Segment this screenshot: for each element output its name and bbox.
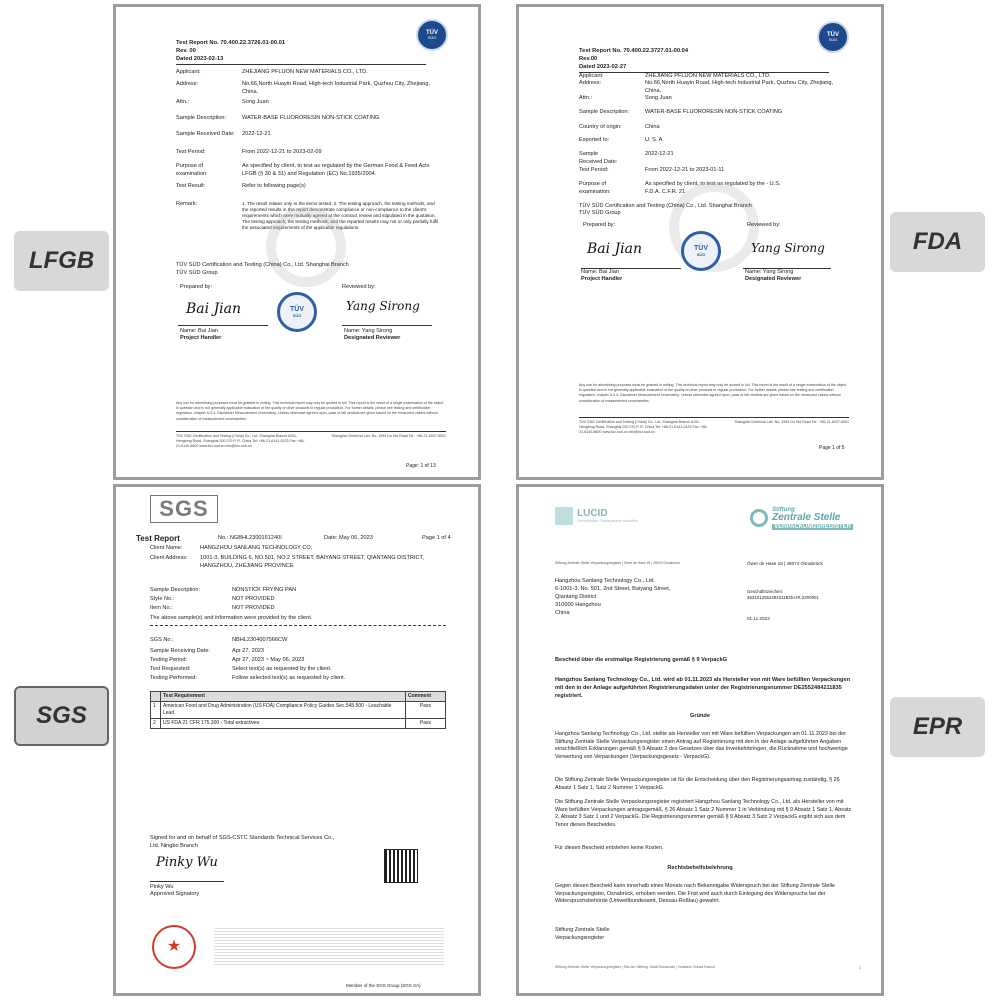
reviewed-by-label: Reviewed by: [747, 222, 781, 228]
report-title: Test Report No. 70.400.22.3727.01-00.04 [579, 48, 689, 54]
table-row: 1 American Food and Drug Administration (US FDA) Compliance Policy Guides Sec.545.500 - Leachable Lead Pass [151, 702, 446, 719]
remedy-text: Gegen diesen Bescheid kann innerhalb eines Monats nach Bekanntgabe Widerspruch bei der Stiftung Zentrale Stelle Verpackungsregister, Osnabrück, erhoben werden. Die Frist wird auch durch Einlegung des Widerspruchs bei der Widerspruchsbehörde (Umweltbundesamt, Dessau-Roßlau) gewahrt. [555, 883, 835, 905]
report-rev: Rev. 00 [176, 48, 196, 54]
report-rev: Rev.00 [579, 56, 598, 62]
fda-label: FDA [890, 212, 985, 272]
sgs-label: SGS [14, 686, 109, 746]
recipient-address: Hangzhou Sanlang Technology Co., Ltd. 6-1001-3, No. 501, 2nd Street, Baiyang Street, Qiantang District 310000 Hangzhou China [555, 578, 671, 617]
zsvr-ring-icon [750, 509, 768, 527]
report-no: No.: NGBHL2300161240I [218, 535, 282, 541]
letter-footer: Stiftung Zentrale Stelle Verpackungsregister | Sitz der Stiftung: Stadt Osnabrück | Vorstand: Gunda Rachut [555, 965, 715, 969]
signer-name: Pinky Wu [150, 884, 174, 890]
page-number: 1 [859, 965, 862, 970]
fine-print: Any use for advertising purposes must be granted in writing. This technical report may only be quoted in full. This report is the result of a single examination of the object in question and is not generally applicable evaluation of the quality of other products in regular production. For further details, please see testing and certification regulation, chapter A-3.4. Disclaimer Measurement Uncertainty: Unless otherwise agreed upon, pass or fail verdicts are given based on the measured values without consideration of measurement uncertainties. [579, 383, 847, 403]
test-requirement-table [150, 691, 446, 729]
footer-lab: Shanghai Chemical Lab. No. 1999 Du Hui Road Tel.: +86-21-6037-6501 [734, 420, 849, 424]
report-date: Date: May 06, 2023 [324, 535, 373, 541]
letter-subject: Bescheid über die erstmalige Registrierung gemäß § 9 VerpackG [555, 657, 727, 663]
page-number: Page 1 of 5 [819, 445, 845, 451]
registration-decision: Hangzhou Sanlang Technology Co., Ltd. wird ab 01.11.2023 als Hersteller von mit Ware befüllten Verpackungen mit den in der Anlage aufgeführten Registrierungsdaten unter der Registrierungsnummer DE2552484211835 registriert. [555, 677, 850, 699]
signed-for: Signed for and on behalf of SGS-CSTC Standards Technical Services Co., Ltd. Ningbo Branch [150, 835, 335, 849]
prepared-role: Project Handler [180, 335, 222, 341]
prepared-by-label: Prepared by: [583, 222, 616, 228]
table-header: Test Requirement Comment [151, 692, 446, 702]
report-title: Test Report [136, 534, 180, 543]
prepared-by-label: Prepared by: [180, 284, 213, 290]
prepared-role: Project Handler [581, 276, 623, 282]
prepared-name: Name: Bai Jian [581, 269, 619, 275]
fine-print: Any use for advertising purposes must be granted in writing. This technical report may only be quoted in full. This report is the result of a single examination of the object in question and is not generally applicable evaluation of the quality of other products in regular production. For further details, please see testing and certification regulation, chapter A-3.4. Disclaimer Measurement Uncertainty: Unless otherwise agreed upon, pass or fail verdicts are given based on the measured values without consideration of measurement uncertainties. [176, 401, 444, 421]
sender-line: Stiftung Zentrale Stelle Verpackungsregister | Öwer de Hase 18 | 49074 Osnabrück [555, 561, 680, 565]
fda-test-report [516, 4, 884, 480]
reference-label: Geschäftszeichen: [747, 589, 784, 594]
reasons-title: Gründe [690, 713, 710, 719]
reviewed-name: Name: Yang Sirong [745, 269, 794, 275]
signer-role: Approved Signatory [150, 891, 200, 897]
signature-prepared: Bai Jian [186, 301, 242, 317]
qr-code [384, 849, 418, 883]
reviewed-by-label: Reviewed by: [342, 284, 376, 290]
lfgb-label: LFGB [14, 231, 109, 291]
sgs-logo: SGS [150, 495, 218, 523]
reasons-paragraph-2: Die Stiftung Zentrale Stelle Verpackungsregister ist für die Entscheidung über den Registrierungsantrag zuständig, § 26 Absatz 1 Satz 1, Satz 2 Nummer 1 VerpackG. [555, 777, 840, 791]
report-fields: Applicant: ZHEJIANG PFLUON NEW MATERIALS CO., LTD. Address: No.66,North Huayin Road, High-tech Industrial Park, Quzhou City, Zhejiang, China. Attn.: Song Juan Sample Description: WATER-BASE FLUORORESIN NON-STICK COATING Sample Received Date: 2022-12-21 Test Period: From 2022-12-21 to 2023-02-09 Purpose of examination: As specified by client, to test as regulated by the German Food & Feed Acts LFGB (§ 30 & 31) and Regulation (EC) No.1935/2004. Test Result: Refer to following page(s) Remark: 1. The result relates only to the items tested. 2. The testing approach, the testing methods, and the reported results in this report demonstrate compliance or non-compliance to the client's requirements which were mutually agreed at the contract review and stipulated in the quotation. The testing approach, the testing methods, and the reported results may not or only partially fulfil the associated requirements of the applicable regulations. [176, 69, 439, 230]
reference-number: 35310125524842118​35.HR.23#0001 [747, 595, 819, 600]
tuv-logo: TÜV SÜD [416, 19, 448, 51]
signature: Pinky Wu [156, 855, 218, 870]
reviewed-role: Designated Reviewer [745, 276, 802, 282]
reasons-paragraph-3: Die Stiftung Zentrale Stelle Verpackungsregister registriert Hangzhou Sanlang Technology Co., Ltd. als Hersteller von mit Ware befüllten Verpackungen antragsgemäß, § 26 Absatz 1 Satz 2 Nummer 1 in Verbindung mit § 9 Absatz 1 Satz 1, Absatz 2, Absatz 3 Satz 1 und 2 VerpackG. Die Registrierungsnummer gemäß § 9 Absatz 3 Satz 2 VerpackG ergibt sich aus dem Tenor dieses Bescheides. [555, 799, 852, 828]
issuer-company: TÜV SÜD Certification and Testing (China) Co., Ltd. Shanghai Branch [579, 203, 752, 209]
red-seal-icon: ★ [152, 925, 196, 969]
report-date: Dated 2023-02-13 [176, 56, 224, 62]
tuv-logo: TÜV SÜD [817, 21, 849, 53]
issuer-group: TÜV SÜD Group [176, 270, 218, 276]
issuer-group: TÜV SÜD Group [579, 210, 621, 216]
report-fields: Applicant: ZHEJIANG PFLUON NEW MATERIALS CO., LTD. Address: No.66,North Huayin Road, High-tech Industrial Park, Quzhou City, Zhejiang, China. Attn.: Song Juan Sample Description: WATER-BASE FLUORORESIN NON-STICK COATING Country of origin: China Exported to: U. S. A Sample Received Date: 2022-12-21 Test Period: From 2022-12-21 to 2023-01-11 Purpose of examination: As specified by client, to test as regulated by the - U.S. F.D.A. C.F.R. 21 [579, 73, 833, 195]
signature-reviewed: Yang Sirong [751, 241, 825, 255]
page-number: Page: 1 of 13 [406, 463, 436, 469]
reasons-paragraph-4: Für diesen Bescheid entstehen keine Kosten. [555, 845, 664, 851]
reasons-paragraph-1: Hangzhou Sanlang Technology Co., Ltd. stellte als Hersteller von mit Ware befüllten Verpackungen am 01.11.2023 bei der Stiftung Zentrale Stelle Verpackungsregister einen Antrag auf Registrierung mit den in der Anlage aufgeführten Angaben einschließlich Erklärungen gemäß § 9 Absatz 2 des Gesetzes über das Inverkehrbringen, die Rücknahme und hochwertige Verwertung von Verpackungen (Verpackungsgesetz - VerpackG). [555, 731, 848, 760]
sample-note: The above sample(s) and information were provided by the client. [150, 615, 313, 621]
tuv-stamp: TÜV SÜD [681, 231, 721, 271]
lfgb-test-report [113, 4, 481, 480]
signature-prepared: Bai Jian [587, 241, 643, 257]
issuer-company: TÜV SÜD Certification and Testing (China) Co., Ltd. Shanghai Branch [176, 262, 349, 268]
letter-date: 01.11.2023 [747, 616, 770, 621]
page-number: Page 1 of 4 [422, 535, 451, 541]
footer-address: TÜV SÜD Certification and Testing (China) Co., Ltd. Shanghai Branch #151, Hengtong Road, Shanghai 200 070 P. R. China Tel: +86-21-6141-0123 Fax: +86-21-6140-8600 www.tuv-sud.cn info@tuv-sud.cn [579, 420, 708, 435]
footer-lab: Shanghai Chemical Lab. No. 1999 Du Hui Road Tel.: +86-21-6037-6501 [331, 434, 446, 438]
reviewed-role: Designated Reviewer [344, 335, 401, 341]
sender-address: Öwer de Hase 18 | 49074 Osnabrück [747, 561, 823, 566]
report-date: Dated 2023-02-27 [579, 64, 627, 70]
sgs-test-report: SGS Test Report No.: NGBHL2300161240I Date: May 06, 2023 Page 1 of 4 Client Name: HANGZHOU SANLANG TECHNOLOGY CO. Client Address: 1001-3, BUILDING 6, NO.501, NO.2 STREET, BAIYANG STREET, QIANTANG DISTRICT, HANGZHOU, ZHEJIANG PROVINCE Sample Description: NONSTICK FRYING PAN Style No.: NOT PROVIDED Item No.: NOT PROVIDED The above sample(s) and information were provided by the client. SGS No.: NBHL2304007566CW Sample Receiving Date: Apr 27, 2023 Testing Period: Apr 27, 2023 ~ May 06, 2023 Test Requested: Select test(s) as requested by the client. Testing Performed: Follow selected test(s) as requested by client. Test Requirement Comment 1 American Food and Drug Administration (US FDA) Compliance Policy Guides Sec.545.500 - Leachable Lead Pass 2 US FDA 21 CFR 175.300 - Total extractives Pass Signed for and on behalf of SGS-CSTC Standards Technical Services Co., Ltd. Ningbo Branch Pinky Wu Pinky Wu Approved Signatory ★ Member of the SGS Group (SGS SA) [113, 484, 481, 996]
remedy-title: Rechtsbehelfsbelehrung [667, 865, 733, 871]
report-title: Test Report No. 70.400.22.3726.01-00.01 [176, 40, 286, 46]
zentrale-stelle-logo: Stiftung Zentrale Stelle VERPACKUNGSREGISTER [750, 507, 853, 530]
footer-address: TÜV SÜD Certification and Testing (China) Co., Ltd. Shanghai Branch #151, Hengtong Road, Shanghai 200 070 P. R. China Tel: +86-21-6141-0123 Fax: +86-21-6140-8600 www.tuv-sud.cn info@tuv-sud.cn [176, 434, 305, 449]
prepared-name: Name: Bai Jian [180, 328, 218, 334]
closing: Stiftung Zentrale Stelle Verpackungsregister [555, 927, 610, 941]
epr-label: EPR [890, 697, 985, 757]
lucid-logo: LUCID Gemeinsam Transparenz schaffen [555, 507, 638, 525]
fine-print-block [214, 927, 444, 965]
tuv-stamp: TÜV SÜD [277, 292, 317, 332]
table-row: 2 US FDA 21 CFR 175.300 - Total extractives Pass [151, 719, 446, 729]
signature-reviewed: Yang Sirong [346, 299, 420, 313]
reviewed-name: Name: Yang Sirong [344, 328, 393, 334]
sgs-member-footer: Member of the SGS Group (SGS SA) [346, 983, 421, 988]
epr-registration-letter [516, 484, 884, 996]
